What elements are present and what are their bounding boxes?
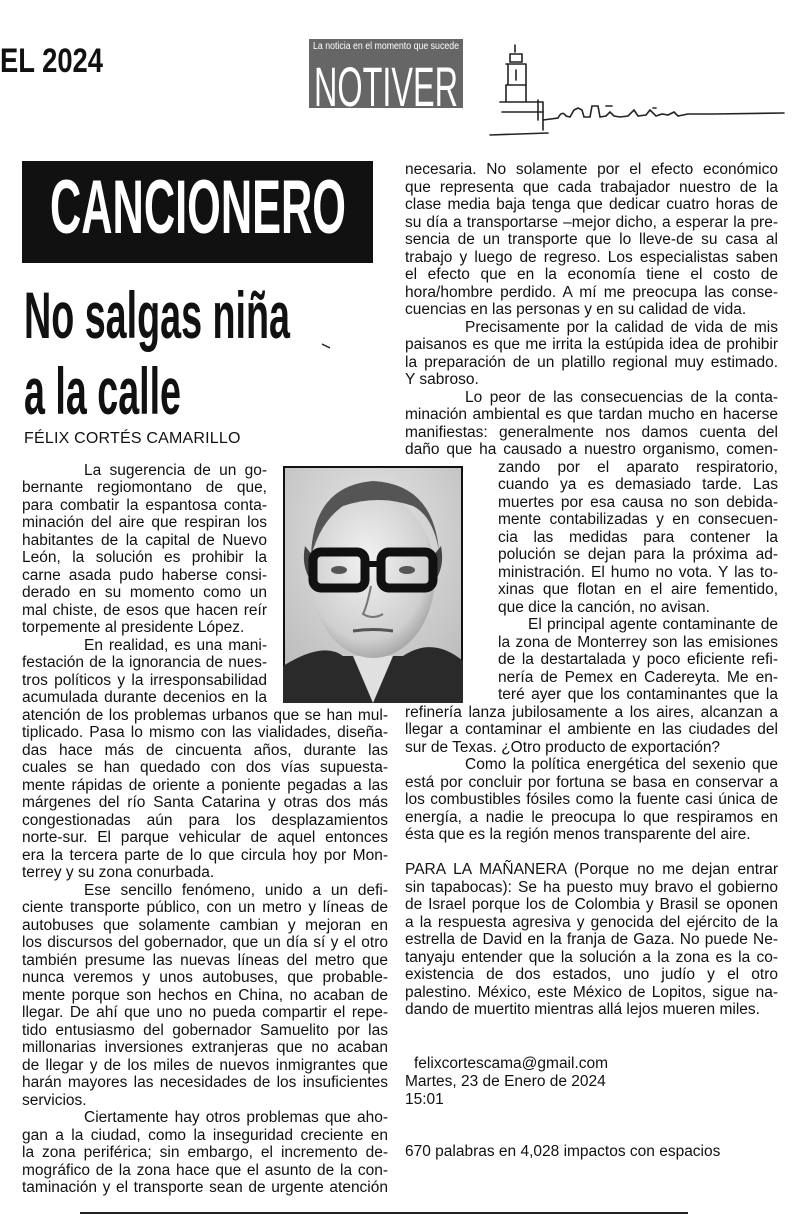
text-line: el efecto que en la economía tiene el costo de	[405, 266, 778, 283]
text-line: festación de la ignorancia de nues-	[22, 654, 267, 671]
text-line: xinas que flotan en el aire fementido,	[498, 581, 778, 598]
date-fragment	[0, 40, 110, 80]
text-line: Como la política energética del sexenio que	[465, 756, 778, 773]
text-line: los combustibles fósiles como la fuente casi única de	[405, 791, 778, 808]
text-line: Lo peor de las consecuencias de la conta-	[465, 388, 778, 406]
text-line: derado en su momento como un	[22, 584, 267, 601]
text-line: está por concluir por fortuna se basa en conservar a	[405, 773, 778, 791]
text-line: refinería lanza jubilosamente a los aires, alcanzan a	[405, 703, 778, 721]
text-line: cuales se han quedado con dos vías supuesta-	[22, 759, 388, 776]
text-line: atención de los problemas urbanos que se han mul-	[22, 706, 388, 724]
text-line: minación del aire que respiran los	[22, 514, 267, 531]
text-line: sur de Texas. ¿Otro producto de exportación?	[405, 738, 721, 756]
text-line: autobuses que solamente cambian y mejoran en	[22, 916, 388, 934]
word-count: 670 palabras en 4,028 impactos con espacios	[405, 1143, 721, 1160]
text-line: daño que ha causado a nuestro organismo, comen-	[405, 441, 778, 458]
text-line: PARA LA MAÑANERA (Porque no me dejan entrar	[405, 861, 778, 878]
text-line: de la destartalada y poco eficiente refi-	[498, 651, 778, 668]
logo-name: NOTIVER	[314, 55, 458, 118]
text-line: a la respuesta agresiva y genocida del ejército de la	[405, 913, 778, 931]
text-line: paisanos es que me irrita la estúpida idea de prohibir	[405, 336, 778, 353]
text-line: norte-sur. El parque vehicular de aquel entonces	[22, 829, 388, 846]
text-line: acumulada durante decenios en la	[22, 689, 267, 706]
text-line: Precisamente por la calidad de vida de mis	[465, 318, 778, 336]
text-line: minación ambiental es que tardan mucho en hacerse	[405, 406, 778, 423]
text-line: nería de Pemex en Cadereyta. Me en-	[498, 668, 778, 686]
bottom-rule	[80, 1212, 688, 1214]
text-line: existencia de dos estados, uno judío y el otro	[405, 966, 778, 983]
text-line: servicios.	[22, 1091, 87, 1109]
text-line: millonarias inversiones extranjeras que no acaban	[22, 1039, 388, 1056]
text-line: teré ayer que los contaminantes que la	[498, 686, 778, 703]
text-line: polución se dejan para la próxima ad-	[498, 546, 778, 563]
text-line: de llegar y de los miles de nuevos inmigrantes que	[22, 1056, 388, 1074]
text-line: harán mayores las necesidades de los insuficientes	[22, 1074, 388, 1091]
text-line: mográfico de la zona hace que el asunto de la con-	[22, 1161, 388, 1179]
text-line: la preparación de un platillo regional muy estimado.	[405, 353, 778, 371]
text-line: nunca veremos y unos autobuses, que probable-	[22, 969, 388, 986]
text-line: mente porque son hechos en China, no acaban de	[22, 986, 388, 1004]
text-line: cia las medidas para contener la	[498, 528, 778, 546]
text-line: ministración. El humo no vota. Y las to-	[498, 563, 778, 581]
text-line: cuencias en las personas y en su calidad de vida.	[405, 301, 747, 318]
text-line: tros políticos y la irresponsabilidad	[22, 671, 267, 689]
text-line: llegar. De ahí que uno no pueda compartir el repe-	[22, 1004, 388, 1021]
text-line: los discursos del gobernador, que un día sí y el otro	[22, 934, 388, 951]
text-line: también presume las nuevas líneas del metro que	[22, 951, 388, 969]
text-line: tanyaju entender que la solución a la zona es la co-	[405, 948, 778, 966]
text-line: necesaria. No solamente por el efecto económico	[405, 161, 778, 178]
text-line: El principal agente contaminante de	[528, 616, 778, 633]
text-line: palestino. México, este México de Lopitos, sigue na-	[405, 983, 778, 1001]
text-line: cuando ya es demasiado tarde. Las	[498, 476, 778, 493]
text-line: sencia de un transporte que lo lleve-de su casa al	[405, 231, 778, 248]
text-line: ésta que es la región menos transparente del aire.	[405, 826, 751, 843]
text-line: mente contabilizadas y en consecuen-	[498, 511, 778, 528]
text-line: la zona de Monterrey son las emisiones	[498, 633, 778, 651]
author-byline: FÉLIX CORTÉS CAMARILLO	[24, 430, 241, 447]
headline	[22, 278, 322, 428]
text-line: torpemente al presidente López.	[22, 619, 245, 636]
publish-time: 15:01	[405, 1091, 444, 1108]
stray-mark	[322, 344, 330, 348]
text-line: márgenes del río Santa Catarina y otras dos más	[22, 794, 388, 811]
text-line: habitantes de la capital de Nuevo	[22, 531, 267, 549]
text-line: taminación y el transporte sean de urgente atención	[22, 1179, 388, 1196]
text-line: trabajo y luego de regreso. Los especialistas saben	[405, 248, 778, 266]
headline-line-2: a la calle	[24, 354, 181, 428]
author-email: felixcortescama@gmail.com	[414, 1055, 609, 1072]
text-line: gan a la ciudad, como la inseguridad creciente en	[22, 1126, 388, 1144]
text-line: ciente transporte público, con un metro y líneas de	[22, 899, 388, 916]
text-line: para combatir la espantosa conta-	[22, 496, 267, 514]
text-line: energía, a nadie le preocupa lo que respiramos en	[405, 808, 778, 826]
section-label: CANCIONERO	[50, 165, 346, 250]
text-line: Y sabroso.	[405, 371, 479, 388]
text-line: sin tapabocas): Se ha puesto muy bravo el gobierno	[405, 878, 778, 896]
text-line: muertes por esa causa no son debida-	[498, 493, 778, 511]
text-line: terrey y su zona conurbada.	[22, 864, 215, 881]
text-line: tido entusiasmo del gobernador Samuelito por las	[22, 1021, 388, 1039]
text-line: estrella de David en la franja de Gaza. No puede Ne-	[405, 931, 778, 948]
logo-tagline: La noticia en el momento que sucede	[313, 41, 460, 52]
svg-text:EL 2024: EL 2024	[0, 42, 104, 80]
publish-date: Martes, 23 de Enero de 2024	[405, 1073, 606, 1090]
text-line: mente rápidas de oriente a poniente pegadas a las	[22, 776, 388, 794]
text-line: de Israel porque los de Colombia y Brasil se oponen	[405, 896, 778, 913]
text-line: Ciertamente hay otros problemas que aho-	[84, 1109, 388, 1126]
text-line: León, la solución es prohibir la	[22, 549, 267, 566]
text-line: manifiestas: generalmente nos damos cuenta del	[405, 423, 778, 441]
text-line: que representa que cada trabajador nuestro de la	[405, 178, 778, 196]
text-line: La sugerencia de un go-	[84, 461, 267, 479]
text-line: congestionadas aún para los desplazamientos	[22, 811, 388, 829]
text-line: llegar a contaminar el ambiente en las ciudades del	[405, 721, 778, 738]
text-line: carne asada pudo haberse consi-	[22, 566, 267, 584]
text-line: que dice la canción, no avisan.	[498, 598, 710, 616]
text-line: clase media baja tenga que dedicar cuatro horas de	[405, 196, 778, 213]
text-line: bernante regiomontano de que,	[22, 479, 267, 496]
notiver-logo	[309, 39, 463, 118]
text-line: das hace más de cincuenta años, durante las	[22, 741, 388, 759]
headline-line-1: No salgas niña	[24, 278, 291, 352]
text-line: zando por el aparato respiratorio,	[498, 458, 778, 476]
text-line: Ese sencillo fenómeno, unido a un defi-	[84, 881, 388, 899]
text-line: era la tercera parte de lo que circula hoy por Mon-	[22, 846, 388, 864]
text-line: dando de muertito mientras allá lejos mueren miles.	[405, 1001, 760, 1018]
text-line: la zona periférica; sin embargo, el incremento de-	[22, 1144, 388, 1161]
text-line: En realidad, es una mani-	[84, 636, 267, 654]
text-line: mal chiste, de esos que hacen reír	[22, 601, 267, 619]
text-line: su día a transportarse –mejor dicho, a esperar la pre-	[405, 213, 778, 231]
section-banner	[22, 161, 373, 263]
text-line: hora/hombre perdido. A mí me preocupa las conse-	[405, 283, 778, 301]
text-line: tiplicado. Pasa lo mismo con las vialidades, diseña-	[22, 724, 388, 741]
skyline-sketch-icon	[488, 40, 788, 140]
author-photo	[283, 466, 463, 703]
